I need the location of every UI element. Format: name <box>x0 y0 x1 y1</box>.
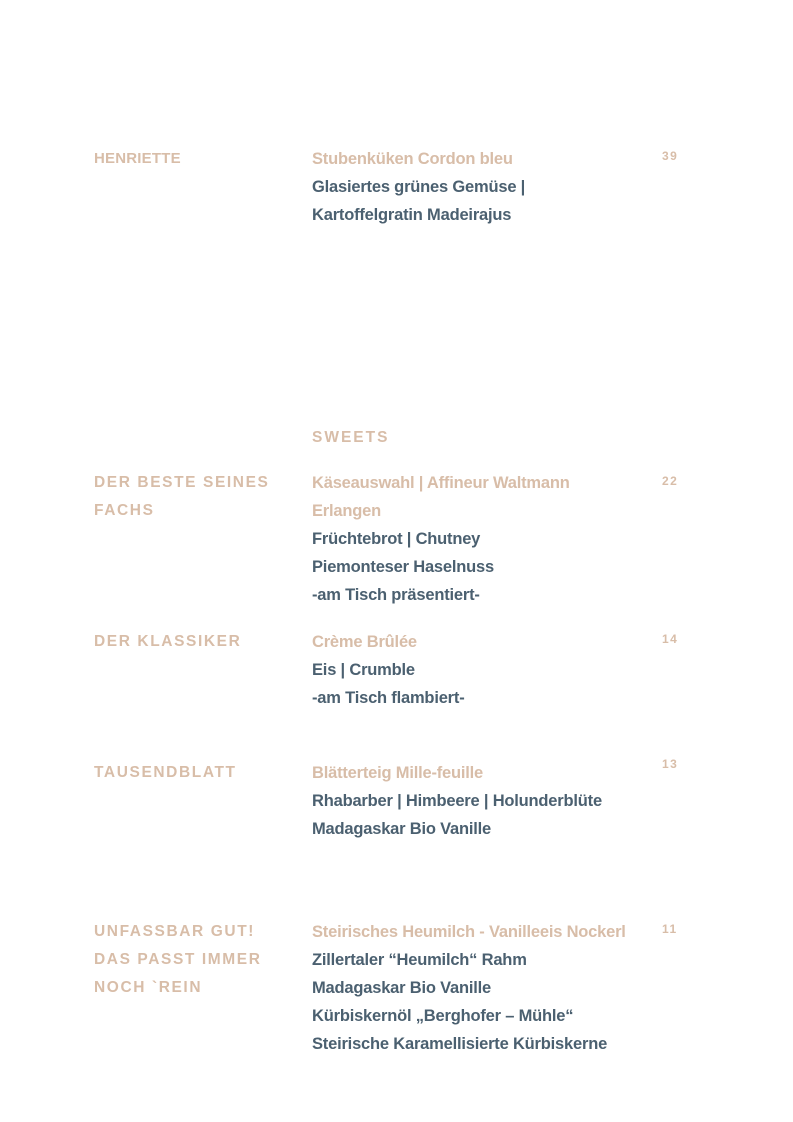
item-price: 14 <box>662 632 679 646</box>
item-line: -am Tisch präsentiert- <box>312 586 480 604</box>
item-label-line: TAUSENDBLATT <box>94 764 237 781</box>
item-price: 22 <box>662 474 679 488</box>
item-title: Blätterteig Mille-feuille <box>312 764 484 782</box>
item-price: 11 <box>662 922 678 936</box>
item-label: HENRIETTE <box>94 150 181 167</box>
item-line: -am Tisch flambiert- <box>312 689 465 707</box>
item-line: Madagaskar Bio Vanille <box>312 979 492 997</box>
item-line: Zillertaler “Heumilch“ Rahm <box>312 951 527 969</box>
item-line: Madagaskar Bio Vanille <box>312 820 492 838</box>
item-title: Käseauswahl | Affineur Waltmann <box>312 474 570 492</box>
item-label <box>94 759 294 787</box>
item-label-line: DAS PASST IMMER <box>94 951 262 968</box>
item-line: Kartoffelgratin Madeirajus <box>312 206 512 224</box>
item-label-line: DER KLASSIKER <box>94 633 242 650</box>
item-description <box>312 759 672 843</box>
item-description <box>312 628 672 712</box>
item-label <box>94 469 294 525</box>
item-label <box>94 918 294 1002</box>
item-line: Steirische Karamellisierte Kürbiskerne <box>312 1035 608 1053</box>
item-price: 39 <box>662 149 679 163</box>
item-title: Steirisches Heumilch - Vanilleeis Nockerl <box>312 923 626 941</box>
item-label-line: FACHS <box>94 502 155 519</box>
item-line: Eis | Crumble <box>312 661 415 679</box>
item-title: Stubenküken Cordon bleu <box>312 150 513 168</box>
item-description <box>312 469 672 609</box>
item-label-line: DER BESTE SEINES <box>94 474 270 491</box>
item-line: Glasiertes grünes Gemüse | <box>312 178 526 196</box>
item-title: Erlangen <box>312 502 382 520</box>
item-price: 13 <box>662 757 679 771</box>
section-heading-sweets: SWEETS <box>312 429 390 446</box>
item-line: Piemonteser Haselnuss <box>312 558 494 576</box>
item-description <box>312 918 672 1058</box>
item-line: Rhabarber | Himbeere | Holunderblüte <box>312 792 602 810</box>
item-label-line: NOCH `REIN <box>94 979 203 996</box>
item-line: Kürbiskernöl „Berghofer – Mühle“ <box>312 1007 574 1025</box>
item-description <box>312 145 672 229</box>
item-title: Crème Brûlée <box>312 633 417 651</box>
item-label-line: UNFASSBAR GUT! <box>94 923 256 940</box>
item-label <box>94 628 294 656</box>
item-line: Früchtebrot | Chutney <box>312 530 481 548</box>
